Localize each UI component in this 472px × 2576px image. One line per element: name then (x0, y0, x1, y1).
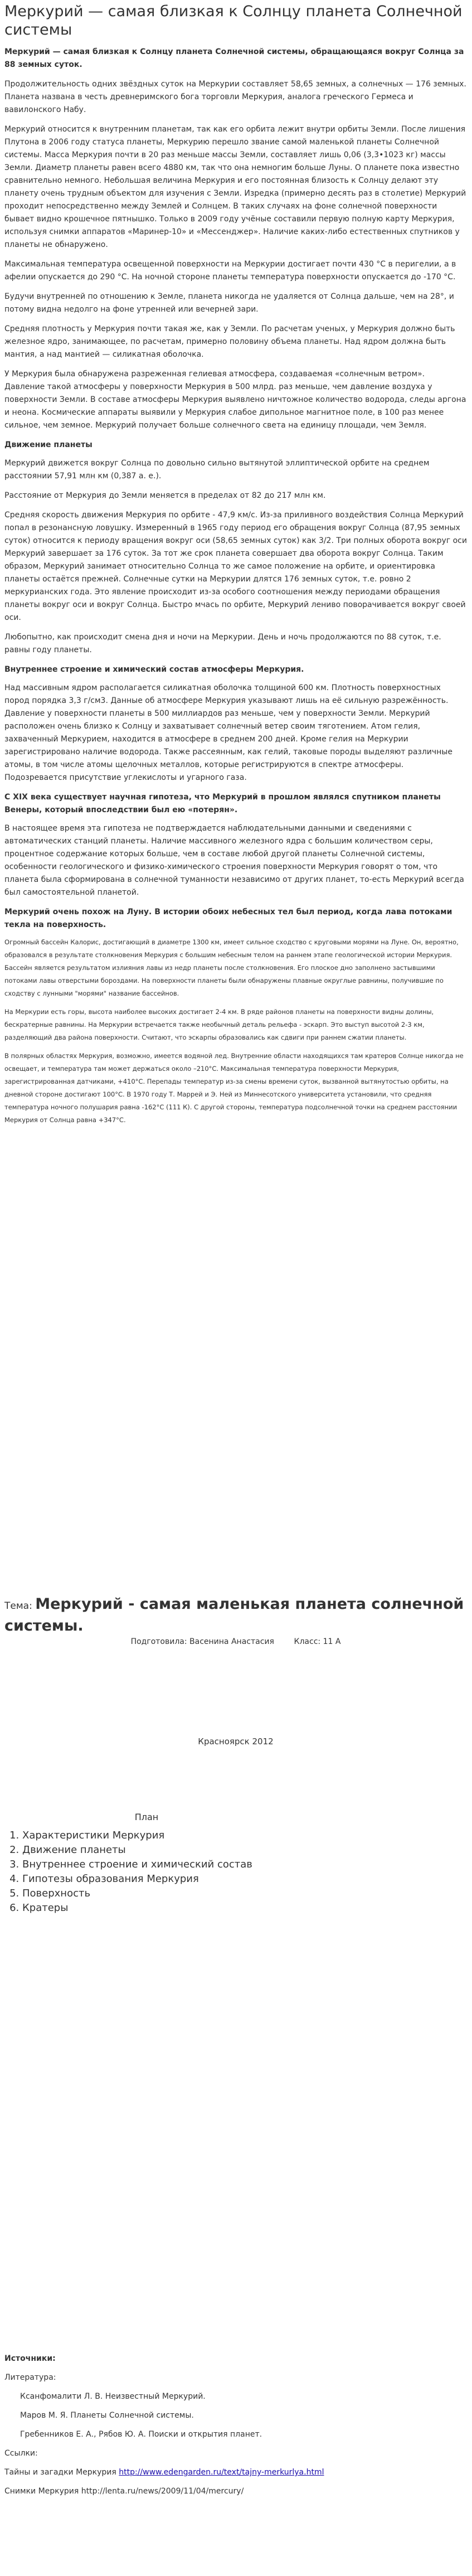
article-body (4, 0, 467, 1132)
paragraph: Меркурий движется вокруг Солнца по довольно сильно вытянутой эллиптической орбите на среднем расстоянии 57,91 млн км (0,387 а. е.). (4, 459, 430, 481)
link1-prefix: Тайны и загадки Меркурия (4, 2468, 119, 2477)
link-row-1 (4, 2466, 467, 2478)
book-item: Маров М. Я. Планеты Солнечной системы. (20, 2411, 194, 2420)
book-item: Ксанфомалити Л. В. Неизвестный Меркурий. (20, 2392, 206, 2401)
title-page-topic (4, 1594, 467, 1638)
author-line (4, 1637, 467, 1646)
paragraph: Будучи внутренней по отношению к Земле, планета никогда не удаляется от Солнца дальше, чем на 28°, и потому видна недолго на фоне утренней или вечерней зари. (4, 292, 454, 314)
city-year: Красноярск 2012 (198, 1736, 274, 1747)
topic-label: Тема: (4, 1600, 32, 1612)
section-heading-structure: Внутреннее строение и химический состав атмосферы Меркурия. (4, 665, 304, 674)
paragraph: Максимальная температура освещенной поверхности на Меркурии достигает почти 430 °C в перигелии, а в афелии опускается до 290 °C. На ночной стороне планеты температура поверхности опускается до -170 °C. (4, 260, 456, 282)
link-mercury-mysteries[interactable]: http://www.edengarden.ru/text/tajny-merkurlya.html (119, 2468, 324, 2477)
sources-section (4, 2352, 467, 2504)
plan-list (10, 1828, 252, 1915)
intro-paragraphs (4, 46, 467, 432)
paragraph: Меркурий относится к внутренним планетам, так как его орбита лежит внутри орбиты Земли. После лишения Плутона в 2006 году статуса планеты, Меркурию перешло звание самой маленькой планеты Солнечной системы. Масса Меркурия почти в 20 раз меньше массы Земли, составляет лишь 0,06 (3,3•1023 кг) массы Земли. Диаметр планеты равен всего 4880 км, так что она немногим больше Луны. О планете пока известно сравнительно немного. Небольшая величина Меркурия и его постоянная близость к Солнцу делают эту планету очень трудным объектом для изучения с Земли. Изредка (примерно десять раз в столетие) Меркурий проходит непосредственно между Землей и Солнцем. В таких случаях на фоне солнечной поверхности бывает видно крошечное пятнышко. Только в 2009 году учёные составили первую полную карту Меркурия, используя снимки аппаратов «Маринер-10» и «Мессенджер». Наличие каких-либо естественных спутников у планеты не обнаружено. (4, 125, 466, 249)
sources-heading: Источники: (4, 2354, 56, 2363)
paragraph: Над массивным ядром располагается силикатная оболочка толщиной 600 км. Плотность поверхностных пород порядка 3,3 г/см3. Данные об атмосфере Меркурия указывают лишь на её сильную разрежённость. Давление у поверхности планеты в 500 миллиардов раз меньше, чем у поверхности Земли. Меркурий расположен очень близко к Солнцу и захватывает солнечный ветер своим тяготением. Атом гелия, захваченный Меркурием, находится в атмосфере в среднем 200 дней. Кроме гелия на Меркурии зарегистрировано наличие водорода. Также рассеянным, как гелий, таковые породы выделяют различные атомы, в том числе атомы щелочных металлов, которые регистрируются в спектре атмосферы. Подозревается присутствие углекислоты и угарного газа. (4, 683, 452, 782)
book-item: Гребенников Е. А., Рябов Ю. А. Поиски и открытия планет. (20, 2430, 262, 2439)
paragraph: Средняя плотность у Меркурия почти такая же, как у Земли. По расчетам ученых, у Меркурия должно быть железное ядро, занимающее, по расчетам, примерно половину объема планеты. Над ядром должна быть мантия, а над мантией — силикатная оболочка. (4, 324, 455, 359)
links-label: Ссылки: (4, 2449, 38, 2458)
plan-title: План (134, 1812, 159, 1822)
surface-paragraphs (4, 936, 467, 1127)
link2-prefix: Снимки Меркурия (4, 2487, 81, 2496)
paragraph: На Меркурии есть горы, высота наиболее высоких достигает 2-4 км. В ряде районов планеты на поверхности видны долины, бескратерные равнины. На Меркурии встречается также необычный деталь рельефа - эскарп. Это выступ высотой 2-3 км, разделяющий два района поверхности. Считают, что эскарпы образовались как сдвиги при раннем сжатии планеты. (4, 1008, 434, 1041)
class-label: Класс: 11 А (294, 1637, 341, 1646)
paragraph: У Меркурия была обнаружена разреженная гелиевая атмосфера, создаваемая «солнечным ветром». Давление такой атмосферы у поверхности Меркурия в 500 млрд. раз меньше, чем давление воздуха у поверхности Земли. В составе атмосферы Меркурия выявлено ничтожное количество водорода, следы аргона и неона. Космические аппараты выявили у Меркурия слабое дипольное магнитное поле, в 100 раз менее сильное, чем земное. Меркурий получает больше солнечного света на единицу площади, чем Земля. (4, 370, 466, 430)
topic-title: Меркурий - самая маленькая планета солнечной системы. (4, 1595, 464, 1634)
paragraph: Любопытно, как происходит смена дня и ночи на Меркурии. День и ночь продолжаются по 88 суток, т.е. равны году планеты. (4, 633, 441, 654)
books-list (4, 2390, 467, 2441)
plan-item: 1. Характеристики Меркурия (22, 1828, 252, 1843)
paragraph: Огромный бассейн Калорис, достигающий в диаметре 1300 км, имеет сильное сходство с круговыми морями на Луне. Он, вероятно, образовался в результате столкновения Меркурия с большим небесным телом на раннем этапе геологической истории Меркурия. Бассейн является результатом излияния лавы из недр планеты после столкновения. Его плоское дно заполнено застывшими потоками лавы отверстыми бороздами. На поверхности планеты были обнаружены плавные округлые равнины, получившие по сходству с лунными "морями" название бассейнов. (4, 938, 459, 997)
paragraph: Меркурий — самая близкая к Солнцу планета Солнечной системы, обращающаяся вокруг Солнца за 88 земных суток. (4, 47, 464, 69)
paragraph: Продолжительность одних звёздных суток на Меркурии составляет 58,65 земных, а солнечных — 176 земных. Планета названа в честь древнеримского бога торговли Меркурия, аналога греческого Гермеса и вавилонского Набу. (4, 80, 466, 114)
link-mercury-images: http://lenta.ru/news/2009/11/04/mercury/ (81, 2487, 244, 2496)
plan-item: 2. Движение планеты (22, 1843, 252, 1857)
hypothesis-paragraphs (4, 822, 467, 899)
link-row-2 (4, 2485, 467, 2497)
motion-paragraphs (4, 457, 467, 657)
paragraph: Средняя скорость движения Меркурия по орбите - 47,9 км/с. Из-за приливного воздействия Солнца Меркурий попал в резонансную ловушку. Измеренный в 1965 году период его обращения вокруг Солнца (87,95 земных суток) относится к периоду вращения вокруг оси (58,65 земных суток) как 3/2. Три полных оборота вокруг оси Меркурий завершает за 176 суток. За тот же срок планета совершает два оборота вокруг Солнца. Таким образом, Меркурий занимает относительно Солнца то же самое положение на орбите, и ориентировка планеты остаётся прежней. Солнечные сутки на Меркурии длятся 176 земных суток, т.е. ровно 2 меркурианских года. Это явление происходит из-за особого соотношения между периодами обращения планеты вокруг оси и вокруг Солнца. Быстро мчась по орбите, Меркурий лениво поворачивается вокруг своей оси. (4, 511, 467, 622)
section-heading-moon: Меркурий очень похож на Луну. В истории обоих небесных тел был период, когда лава потоками текла на поверхность. (4, 908, 452, 929)
literature-label: Литература: (4, 2373, 56, 2382)
article-title: Меркурий — самая близкая к Солнцу планета Солнечной системы (4, 3, 463, 38)
paragraph: Расстояние от Меркурия до Земли меняется в пределах от 82 до 217 млн км. (4, 491, 326, 500)
structure-paragraphs (4, 682, 467, 784)
paragraph: В настоящее время эта гипотеза не подтверждается наблюдательными данными и сведениями с автоматических станций планеты. Наличие массивного железного ядра с большим количеством серы, процентное содержание которых больше, чем в составе любой другой планеты Солнечной системы, особенности геологического и физико-химического строения поверхности Меркурия говорят о том, что планета была сформирована в солнечной туманности независимо от других планет, то-есть Меркурий всегда был самостоятельной планетой. (4, 824, 464, 897)
plan-item: 6. Кратеры (22, 1901, 252, 1915)
paragraph: В полярных областях Меркурия, возможно, имеется водяной лед. Внутренние области находящихся там кратеров Солнце никогда не освещает, и температура там может держаться около –210°С. Максимальная температура поверхности Меркурия, зарегистрированная датчиками, +410°С. Перепады температур из-за смены времени суток, вызванной вытянутостью орбиты, на дневной стороне достигают 100°С. В 1970 году Т. Маррей и Э. Ней из Миннесотского университета установили, что средняя температура ночного полушария равна -162°С (111 К). С другой стороны, температура подсолнечной точки на среднем расстоянии Меркурия от Солнца равна +347°С. (4, 1052, 464, 1124)
plan-item: 4. Гипотезы образования Меркурия (22, 1872, 252, 1886)
section-heading-motion: Движение планеты (4, 440, 93, 449)
plan-item: 5. Поверхность (22, 1886, 252, 1901)
section-heading-hypothesis: С XIX века существует научная гипотеза, что Меркурий в прошлом являлся спутником планеты Венеры, который впоследствии был ею «потерян». (4, 793, 441, 814)
prepared-by: Подготовила: Васенина Анастасия (130, 1637, 274, 1646)
plan-item: 3. Внутреннее строение и химический состав (22, 1857, 252, 1872)
